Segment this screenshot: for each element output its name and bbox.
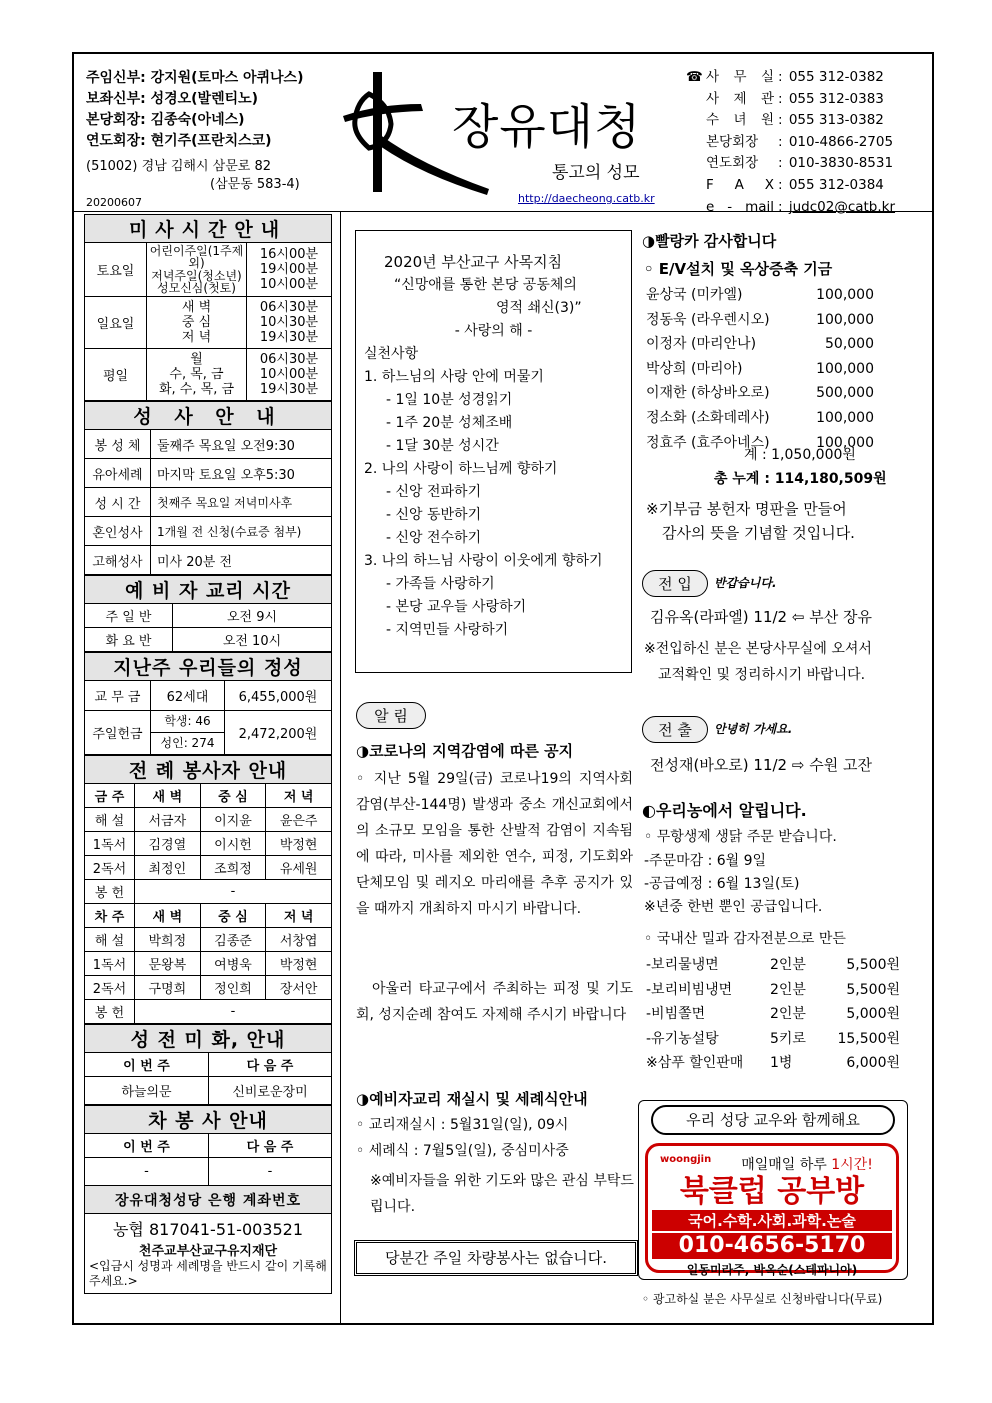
donor-name: 이재한 (하상바오로) bbox=[646, 385, 770, 402]
farm-line: -공급예정 : 6월 13일(토) bbox=[644, 876, 800, 892]
parish-title: 장유대청 bbox=[452, 99, 642, 155]
ad-heading: 우리 성당 교우와 함께해요 bbox=[651, 1105, 895, 1135]
donor-name: 박상희 (마리아) bbox=[646, 360, 743, 377]
bulletin-frame bbox=[72, 52, 934, 1325]
class-name: 화 요 반 bbox=[85, 628, 173, 652]
volunteer: 박정현 bbox=[266, 952, 332, 976]
thanks-sum: 계 : 1,050,000원 bbox=[744, 447, 856, 463]
practice-item: - 1주 20분 성체조배 bbox=[386, 415, 513, 431]
flower-this-week: 하늘의문 bbox=[85, 1077, 209, 1105]
section-title: 성 전 미 화, 안내 bbox=[85, 1025, 332, 1053]
practice-item: 2. 나의 사랑이 하느님께 향하기 bbox=[364, 461, 558, 477]
volunteer: 김종준 bbox=[200, 928, 266, 952]
mass-times: 16시00분 19시00분 10시00분 bbox=[247, 243, 332, 297]
contact-value: 055 313-0382 bbox=[788, 112, 884, 129]
sacrament-name: 봉 성 체 bbox=[85, 430, 151, 459]
move-in-greeting: 반갑습니다. bbox=[714, 576, 777, 590]
notice-badge: 알 림 bbox=[356, 702, 426, 729]
col-head: 이 번 주 bbox=[85, 1053, 209, 1077]
donor-amount: 100,000 bbox=[816, 311, 874, 328]
farm-subheading: ◦ 국내산 밀과 감자전분으로 만든 bbox=[644, 931, 846, 947]
section-title: 미사시간안내 bbox=[85, 215, 332, 243]
donor-name: 이정자 (마리안나) bbox=[646, 336, 757, 353]
donor-name: 정소화 (소화데레사) bbox=[646, 409, 770, 426]
ad-tagline-text: 매일매일 하루 bbox=[741, 1157, 832, 1173]
contact-key: e - mail bbox=[706, 198, 774, 215]
volunteer: 정인희 bbox=[200, 976, 266, 1000]
farm-line: -주문마감 : 6월 9일 bbox=[644, 853, 767, 869]
catechism-notice-heading: ◑예비자교리 재실시 및 세례식안내 bbox=[356, 1090, 588, 1108]
clergy-parish-president: 본당회장: 김종숙(아네스) bbox=[86, 112, 245, 128]
practice-item: - 본당 교우들 사랑하기 bbox=[386, 599, 527, 615]
left-column bbox=[84, 214, 332, 1294]
section-title: 전 례 봉사자 안내 bbox=[85, 756, 332, 784]
contact-key: 수 녀 원 bbox=[706, 112, 774, 129]
covid-notice-text: ◦ 지난 5월 29일(금) 코로나19의 지역사회 감염(부산-144명) 발생과 중소 개신교회에서의 소규모 모임을 통한 산발적 감염이 지속됨에 따라, 미사를 제외한 연수, 피정, 기도회와 단체모임 및 레지오 마리애를 추후 공지가 있을 때까지 개최하지 마시기 바랍니다. bbox=[356, 771, 633, 917]
thanks-total: 총 누계 : 114,180,509원 bbox=[714, 471, 887, 487]
sacrament-time: 마지막 토요일 오후5:30 bbox=[151, 459, 332, 488]
product-price: 15,500원 bbox=[837, 1030, 900, 1047]
product-unit: 2인분 bbox=[770, 1006, 806, 1023]
product-unit: 5키로 bbox=[770, 1030, 806, 1047]
product-name: ※삼푸 할인판매 bbox=[646, 1055, 744, 1072]
car-service-notice: 당분간 주일 차량봉사는 없습니다. bbox=[354, 1240, 638, 1276]
sacrament-name: 혼인성사 bbox=[85, 517, 151, 546]
bank-note: <입금시 성명과 세례명을 반드시 같이 기록해 주세요.> bbox=[89, 1259, 327, 1288]
donor-amount: 100,000 bbox=[816, 360, 874, 377]
volunteer: 장서안 bbox=[266, 976, 332, 1000]
volunteer: 서창엽 bbox=[266, 928, 332, 952]
address bbox=[86, 158, 300, 194]
col-head: 새 벽 bbox=[135, 904, 201, 928]
donor-amount: 50,000 bbox=[825, 336, 874, 353]
donor-name: 윤상국 (미카엘) bbox=[646, 287, 743, 303]
sacrament-table bbox=[84, 401, 332, 575]
advertisement-box bbox=[638, 1100, 908, 1280]
col-head: 이 번 주 bbox=[85, 1134, 209, 1158]
contact-value: 055 312-0384 bbox=[788, 176, 884, 193]
section-title: 예 비 자 교리 시간 bbox=[85, 576, 332, 604]
sacrament-time: 첫째주 목요일 저녁미사후 bbox=[151, 488, 332, 517]
ad-tagline-highlight: 1시간! bbox=[831, 1157, 873, 1173]
mass-times: 06시30분 10시30분 19시30분 bbox=[247, 297, 332, 349]
move-in-note: 교적확인 및 정리하시기 바랍니다. bbox=[658, 667, 866, 683]
mass-day: 토요일 bbox=[85, 243, 147, 297]
contact-value: 010-4866-2705 bbox=[788, 133, 894, 150]
pastoral-guideline-box bbox=[355, 230, 632, 673]
product-name: -보리물냉면 bbox=[646, 957, 719, 973]
covid-notice-text2: 아울러 타교구에서 주최하는 피정 및 기도회, 성지순례 참여도 자제해 주시기 바랍니다 bbox=[356, 981, 633, 1023]
volunteer: 조희정 bbox=[200, 856, 266, 880]
volunteer: 서금자 bbox=[135, 808, 201, 832]
role: 봉 헌 bbox=[85, 880, 135, 904]
role: 2독서 bbox=[85, 976, 135, 1000]
col-head: 중 심 bbox=[200, 904, 266, 928]
mass-names: 새 벽 중 심 저 녁 bbox=[147, 297, 247, 349]
bank-account-number: 농협 817041-51-003521 bbox=[112, 1220, 304, 1239]
volunteer: 박희정 bbox=[135, 928, 201, 952]
bank-account-box bbox=[84, 1214, 332, 1294]
ad-footnote: ◦ 광고하실 분은 사무실로 신청바랍니다(무료) bbox=[642, 1292, 883, 1306]
donor-name: 정동욱 (라우렌시오) bbox=[646, 311, 770, 328]
ad-title: 북클럽 공부방 bbox=[679, 1174, 865, 1209]
move-out-badge: 전 출 bbox=[642, 716, 708, 743]
issue-date: 20200607 bbox=[86, 196, 142, 209]
class-time: 오전 9시 bbox=[173, 604, 332, 628]
tithe-households: 62세대 bbox=[151, 681, 225, 711]
guideline-title: 2020년 부산교구 사목지침 bbox=[384, 253, 563, 271]
parish-url-link[interactable]: http://daecheong.catb.kr bbox=[518, 192, 655, 205]
mass-names: 어린이주일(1주제외) 저녁주일(청소년) 성모신심(첫토) bbox=[147, 243, 247, 297]
car-next-week: - bbox=[209, 1158, 332, 1186]
contact-key: 사 무 실 bbox=[706, 69, 774, 85]
thanks-subheading: ◦ E/V설치 및 옥상증축 기금 bbox=[644, 260, 833, 278]
farm-heading: ◐우리농에서 알립니다. bbox=[642, 801, 807, 820]
sacrament-time: 둘째주 목요일 오전9:30 bbox=[151, 430, 332, 459]
catechism-notice-note: ※예비자들을 위한 기도와 많은 관심 부탁드립니다. bbox=[370, 1173, 634, 1215]
ad-subjects: 국어.수학.사회.과학.논술 bbox=[652, 1210, 892, 1231]
col-head: 중 심 bbox=[200, 784, 266, 808]
farm-line: ◦ 무항생제 생닭 주문 받습니다. bbox=[644, 829, 837, 845]
farm-line: ※년중 한번 뿐인 공급입니다. bbox=[644, 899, 823, 915]
move-in-note: ※전입하신 분은 본당사무실에 오셔서 bbox=[644, 641, 872, 657]
address-line1: (51002) 경남 김해시 삼문로 82 bbox=[86, 159, 272, 174]
contact-key: F A X bbox=[706, 176, 774, 193]
move-in-record: 김유옥(라파엘) 11/2 ⇦ 부산 장유 bbox=[650, 608, 872, 626]
contact-value: 055 312-0382 bbox=[788, 69, 884, 85]
catechism-table bbox=[84, 575, 332, 652]
role: 봉 헌 bbox=[85, 1000, 135, 1024]
contact-sep: : bbox=[778, 69, 787, 85]
product-name: -보리비빔냉면 bbox=[646, 981, 733, 998]
catechism-notice-line: ◦ 세례식 : 7월5일(일), 중심미사중 bbox=[356, 1143, 569, 1159]
thanks-heading: ◑빨랑카 감사합니다 bbox=[642, 232, 777, 250]
class-name: 주 일 반 bbox=[85, 604, 173, 628]
col-head: 금 주 bbox=[85, 784, 135, 808]
practice-item: - 가족들 사랑하기 bbox=[386, 576, 495, 592]
col-head: 새 벽 bbox=[135, 784, 201, 808]
volunteer: 이시헌 bbox=[200, 832, 266, 856]
volunteer: 윤은주 bbox=[266, 808, 332, 832]
covid-notice-heading: ◑코로나의 지역감염에 따른 공지 bbox=[356, 742, 574, 760]
sacrament-name: 유아세례 bbox=[85, 459, 151, 488]
sacrament-name: 성 시 간 bbox=[85, 488, 151, 517]
product-price: 6,000원 bbox=[846, 1055, 900, 1072]
farm-product-table bbox=[644, 952, 902, 1077]
mass-day: 일요일 bbox=[85, 297, 147, 349]
col-head: 차 주 bbox=[85, 904, 135, 928]
product-unit: 2인분 bbox=[770, 957, 806, 973]
mass-times: 06시30분 10시00분 19시30분 bbox=[247, 349, 332, 401]
volunteer: 박정현 bbox=[266, 832, 332, 856]
contact-key: 사 제 관 bbox=[706, 90, 774, 107]
car-service-table bbox=[84, 1105, 332, 1214]
contact-table: ☎ 사 무 실 : 055 312-0382 사 제 관 : 055 312-0383 수 녀 원 : 055 313-0382 본당회장 : 010-4866-2705 연도회장 : 010-3830-8531 F A X : 055 312-0384 e - mail : judc02@catb.kr bbox=[684, 66, 897, 219]
flower-next-week: 신비로운장미 bbox=[209, 1077, 332, 1105]
volunteer: 문왕복 bbox=[135, 952, 201, 976]
move-out-record: 전성재(바오로) 11/2 ⇨ 수원 고잔 bbox=[650, 756, 872, 774]
clergy-pastor: 주임신부: 강지원(토마스 아퀴나스) bbox=[86, 70, 304, 86]
parish-subtitle: 통고의 성모 bbox=[552, 163, 640, 183]
column-divider bbox=[340, 212, 341, 1325]
sacrament-name: 고해성사 bbox=[85, 546, 151, 575]
contact-key: 연도회장 bbox=[706, 155, 759, 172]
col-head: 저 녁 bbox=[266, 904, 332, 928]
ad-contact: 일동미라주, 박옥순(스테파니아) bbox=[686, 1263, 858, 1277]
volunteer: 김경열 bbox=[135, 832, 201, 856]
mass-names: 월 수, 목, 금 화, 수, 목, 금 bbox=[147, 349, 247, 401]
donor-name: 정효주 (효주아네스) bbox=[646, 434, 770, 451]
product-unit: 1병 bbox=[770, 1055, 793, 1072]
section-title: 차 봉 사 안내 bbox=[85, 1106, 332, 1134]
practice-item: 3. 나의 하느님 사랑이 이웃에게 향하기 bbox=[364, 553, 603, 569]
practice-item: - 신앙 전파하기 bbox=[386, 484, 482, 500]
clergy-yeondo-president: 연도회장: 현기주(프란치스코) bbox=[86, 133, 272, 149]
practice-item: 1. 하느님의 사랑 안에 머물기 bbox=[364, 369, 544, 385]
sunday-offering-label: 주일헌금 bbox=[85, 711, 151, 755]
brand-logo-text: woongjin bbox=[660, 1154, 712, 1165]
donor-amount: 500,000 bbox=[816, 385, 874, 402]
tithe-amount: 6,455,000원 bbox=[225, 681, 332, 711]
donor-amount: 100,000 bbox=[816, 409, 874, 426]
practice-item: - 신앙 동반하기 bbox=[386, 507, 482, 523]
volunteer: - bbox=[135, 1000, 332, 1024]
student-count: 학생: 46 bbox=[151, 711, 225, 733]
role: 해 설 bbox=[85, 808, 135, 832]
col-head: 다 음 주 bbox=[209, 1134, 332, 1158]
bank-account-owner: 천주교부산교구유지재단 bbox=[138, 1244, 278, 1259]
practice-heading: 실천사항 bbox=[364, 346, 419, 362]
guideline-quote: 영적 쇄신(3)” bbox=[496, 300, 582, 316]
volunteer: 구명희 bbox=[135, 976, 201, 1000]
contact-value: 010-3830-8531 bbox=[788, 155, 894, 172]
role: 1독서 bbox=[85, 832, 135, 856]
section-title: 장유대청성당 은행 계좌번호 bbox=[85, 1186, 332, 1214]
mass-day: 평일 bbox=[85, 349, 147, 401]
role: 1독서 bbox=[85, 952, 135, 976]
flower-table bbox=[84, 1024, 332, 1105]
practice-item: - 지역민들 사랑하기 bbox=[386, 622, 509, 638]
thanks-note: ※기부금 봉헌자 명판을 만들어 bbox=[646, 500, 847, 518]
car-this-week: - bbox=[85, 1158, 209, 1186]
practice-item: - 1달 30분 성시간 bbox=[386, 438, 499, 454]
section-title: 성 사 안 내 bbox=[85, 402, 332, 430]
product-price: 5,000원 bbox=[846, 1006, 900, 1023]
guideline-quote: “신망애를 통한 본당 공동체의 bbox=[394, 277, 577, 293]
phone-icon: ☎ bbox=[686, 69, 703, 85]
sacrament-time: 1개월 전 신청(수료증 첨부) bbox=[151, 517, 332, 546]
practice-item: - 신앙 전수하기 bbox=[386, 530, 482, 546]
col-head: 저 녁 bbox=[266, 784, 332, 808]
practice-item: - 1일 10분 성경읽기 bbox=[386, 392, 513, 408]
mass-schedule-table bbox=[84, 214, 332, 401]
donor-amount: 100,000 bbox=[816, 287, 874, 303]
tithe-label: 교 무 금 bbox=[85, 681, 151, 711]
thanks-note: 감사의 뜻을 기념할 것입니다. bbox=[662, 524, 855, 542]
contact-value: 055 312-0383 bbox=[788, 90, 884, 107]
email-link[interactable]: judc02@catb.kr bbox=[788, 198, 896, 215]
volunteer: 이지윤 bbox=[200, 808, 266, 832]
ad-phone: 010-4656-5170 bbox=[652, 1233, 892, 1259]
adult-count: 성인: 274 bbox=[151, 733, 225, 755]
catechism-notice-line: ◦ 교리재실시 : 5월31일(일), 09시 bbox=[356, 1117, 569, 1133]
guideline-year: - 사랑의 해 - bbox=[454, 323, 533, 339]
product-name: -비빔쫄면 bbox=[646, 1006, 706, 1023]
sunday-offering-amount: 2,472,200원 bbox=[225, 711, 332, 755]
liturgy-volunteer-table bbox=[84, 755, 332, 1024]
class-time: 오전 10시 bbox=[173, 628, 332, 652]
section-title: 지난주 우리들의 정성 bbox=[85, 653, 332, 681]
volunteer: 여병욱 bbox=[200, 952, 266, 976]
address-line2: (삼문동 583-4) bbox=[210, 177, 300, 192]
col-head: 다 음 주 bbox=[209, 1053, 332, 1077]
product-unit: 2인분 bbox=[770, 981, 806, 998]
move-out-greeting: 안녕히 가세요. bbox=[714, 722, 793, 736]
masthead bbox=[74, 54, 932, 215]
contact-key: 본당회장 bbox=[706, 133, 759, 150]
role: 2독서 bbox=[85, 856, 135, 880]
role: 해 설 bbox=[85, 928, 135, 952]
clergy-list bbox=[86, 68, 303, 152]
volunteer: 최정인 bbox=[135, 856, 201, 880]
donor-amount: 100,000 bbox=[816, 434, 874, 451]
product-name: -유기농설탕 bbox=[646, 1030, 719, 1047]
sacrament-time: 미사 20분 전 bbox=[151, 546, 332, 575]
ad-banner bbox=[645, 1143, 899, 1277]
product-price: 5,500원 bbox=[846, 981, 900, 998]
volunteer: 유세원 bbox=[266, 856, 332, 880]
product-price: 5,500원 bbox=[846, 957, 900, 973]
offering-table bbox=[84, 652, 332, 755]
volunteer: - bbox=[135, 880, 332, 904]
move-in-badge: 전 입 bbox=[642, 570, 708, 597]
clergy-assistant: 보좌신부: 성경오(발렌티노) bbox=[86, 91, 259, 107]
donor-table bbox=[644, 282, 876, 456]
